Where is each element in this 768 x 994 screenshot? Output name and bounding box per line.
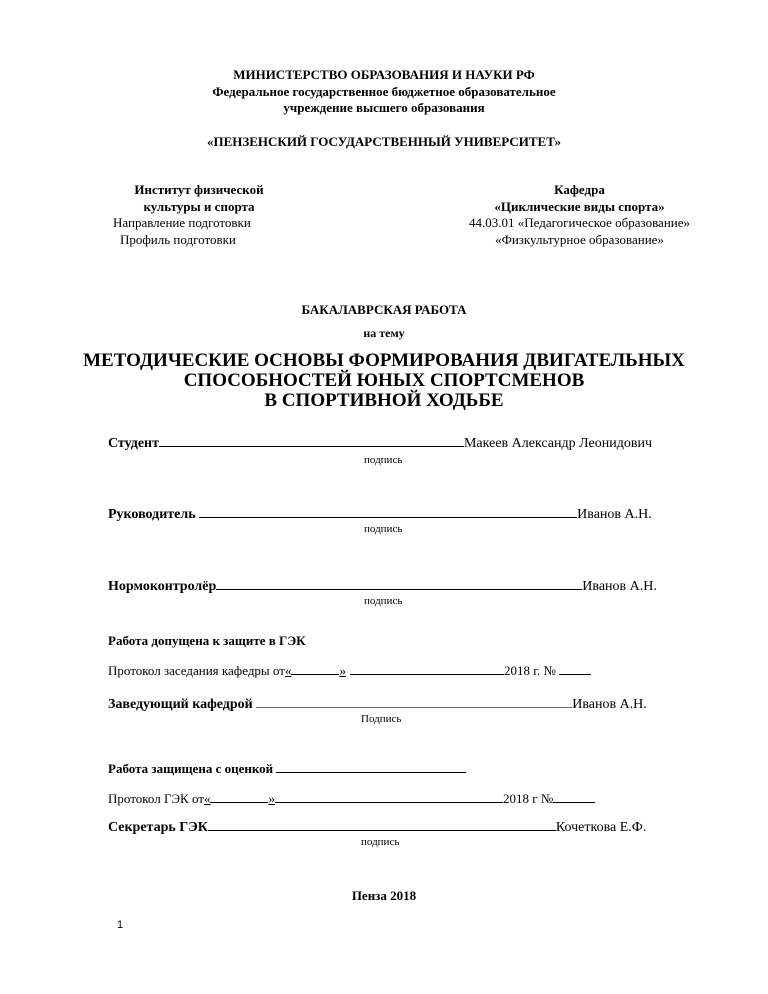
admission-protocol-row xyxy=(108,662,591,679)
head-label: Заведующий кафедрой xyxy=(108,697,253,712)
student-label: Студент xyxy=(108,436,159,451)
defense-number-line xyxy=(553,790,595,803)
on-topic: на тему xyxy=(363,326,405,340)
secretary-signature-line xyxy=(208,818,556,831)
head-signature-line xyxy=(256,695,572,708)
secretary-row xyxy=(108,818,646,836)
institution-line-1: Федеральное государственное бюджетное образовательное xyxy=(212,84,556,99)
student-row xyxy=(108,434,652,452)
student-signature-caption: подпись xyxy=(364,454,403,466)
defense-quote-open: « xyxy=(203,791,211,806)
profile-label: Профиль подготовки xyxy=(120,232,236,247)
grade-label: Работа защищена с оценкой xyxy=(108,761,274,776)
department-name: «Циклические виды спорта» xyxy=(494,199,665,214)
defense-year: 2018 г № xyxy=(502,791,554,806)
grade-line xyxy=(276,760,466,773)
department-label: Кафедра xyxy=(554,182,605,197)
supervisor-label: Руководитель xyxy=(108,507,196,522)
direction-label: Направление подготовки xyxy=(113,215,251,230)
head-name: Иванов А.Н. xyxy=(572,697,647,712)
title-line-3: В СПОРТИВНОЙ ХОДЬБЕ xyxy=(264,390,504,411)
secretary-label: Секретарь ГЭК xyxy=(108,820,208,835)
normcontrol-signature-caption: подпись xyxy=(364,595,403,607)
secretary-signature-caption: подпись xyxy=(361,836,400,848)
normcontrol-row xyxy=(108,577,657,595)
secretary-name: Кочеткова Е.Ф. xyxy=(555,820,647,835)
supervisor-signature-caption: подпись xyxy=(364,523,403,535)
work-type: БАКАЛАВРСКАЯ РАБОТА xyxy=(301,302,467,317)
defense-day-line xyxy=(210,790,268,803)
university-name: «ПЕНЗЕНСКИЙ ГОСУДАРСТВЕННЫЙ УНИВЕРСИТЕТ» xyxy=(206,134,562,149)
admission-quote-close: » xyxy=(339,663,346,678)
grade-row xyxy=(108,760,466,777)
title-line-2: СПОСОБНОСТЕЙ ЮНЫХ СПОРТСМЕНОВ xyxy=(183,370,585,391)
student-name: Макеев Александр Леонидович xyxy=(463,436,652,451)
admission-year: 2018 г. № xyxy=(503,663,556,678)
admission-month-line xyxy=(350,662,504,675)
normcontrol-name: Иванов А.Н. xyxy=(582,579,657,594)
supervisor-signature-line xyxy=(199,505,577,518)
student-signature-line xyxy=(159,434,464,447)
normcontrol-signature-line xyxy=(216,577,582,590)
admission-quote-open: « xyxy=(284,663,292,678)
city-year: Пенза 2018 xyxy=(351,888,417,903)
page-number: 1 xyxy=(117,919,124,931)
supervisor-row xyxy=(108,505,652,523)
institute-line-2: культуры и спорта xyxy=(143,199,255,214)
institute-line-1: Институт физической xyxy=(134,182,264,197)
defense-month-line xyxy=(275,790,503,803)
admission-protocol-prefix: Протокол заседания кафедры от xyxy=(108,663,285,678)
profile-value: «Физкультурное образование» xyxy=(495,232,664,247)
defense-protocol-prefix: Протокол ГЭК от xyxy=(108,791,204,806)
admission-number-line xyxy=(559,662,591,675)
admission-day-line xyxy=(291,662,339,675)
defense-protocol-row xyxy=(108,790,595,807)
defense-quote-close: » xyxy=(268,791,275,806)
title-line-1: МЕТОДИЧЕСКИЕ ОСНОВЫ ФОРМИРОВАНИЯ ДВИГАТЕЛЬНЫХ xyxy=(83,350,685,371)
head-signature-caption: Подпись xyxy=(361,713,402,725)
head-row xyxy=(108,695,647,713)
admitted-label: Работа допущена к защите в ГЭК xyxy=(108,633,306,648)
supervisor-name: Иванов А.Н. xyxy=(577,507,652,522)
ministry-heading: МИНИСТЕРСТВО ОБРАЗОВАНИЯ И НАУКИ РФ xyxy=(233,67,535,82)
institution-line-2: учреждение высшего образования xyxy=(283,100,485,115)
normcontrol-label: Нормоконтролёр xyxy=(108,579,217,594)
direction-value: 44.03.01 «Педагогическое образование» xyxy=(468,215,691,230)
